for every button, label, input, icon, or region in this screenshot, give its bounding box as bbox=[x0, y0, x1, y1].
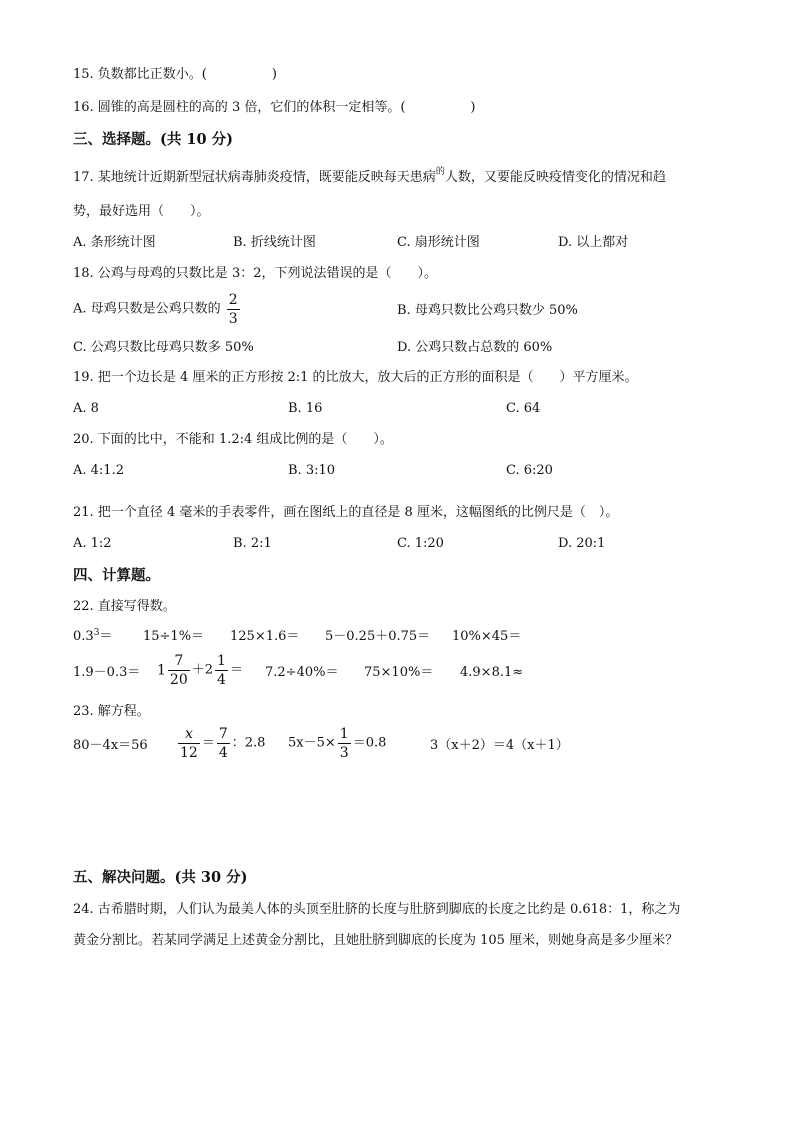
fraction-numerator: 1 bbox=[217, 653, 226, 669]
question-17-option-b: B. 折线统计图 bbox=[233, 235, 316, 250]
calc-7-2-div-40pct: 7.2÷40%＝ bbox=[265, 665, 339, 680]
question-19: 19. 把一个边长是 4 厘米的正方形按 2:1 的比放大，放大后的正方形的面积是（ ）平方厘米。 bbox=[73, 370, 638, 385]
equation-3 bbox=[288, 726, 386, 761]
calc-mixed-fractions bbox=[157, 653, 243, 688]
fraction-x-12 bbox=[178, 726, 200, 761]
fraction-denominator: 12 bbox=[180, 745, 198, 761]
question-15: 15. 负数都比正数小。( ) bbox=[73, 67, 277, 82]
question-17-text-a: 17. 某地统计近期新型冠状病毒肺炎疫情，既要能反映每天患病 bbox=[73, 170, 436, 185]
question-24-line-2: 黄金分割比。若某同学满足上述黄金分割比，且她肚脐到脚底的长度为 105 厘米，则她身高是多少厘米？ bbox=[73, 933, 679, 948]
question-23: 23. 解方程。 bbox=[73, 704, 150, 719]
fraction-7-20 bbox=[168, 653, 190, 688]
question-21-option-c: C. 1:20 bbox=[397, 536, 444, 551]
calc-10pct-times-45: 10%×45＝ bbox=[452, 629, 522, 644]
question-16: 16. 圆锥的高是圆柱的高的 3 倍，它们的体积一定相等。( ) bbox=[73, 100, 476, 115]
calc-125-times-1-6: 125×1.6＝ bbox=[230, 629, 300, 644]
calc-exponent: 3 bbox=[93, 628, 100, 638]
question-21-option-a: A. 1:2 bbox=[73, 536, 112, 551]
equation-2 bbox=[176, 726, 265, 761]
fraction-denominator: 3 bbox=[339, 745, 349, 761]
equals-sign: ＝ bbox=[201, 735, 215, 751]
ratio-rest: ：2.8 bbox=[231, 735, 266, 751]
question-20: 20. 下面的比中，不能和 1.2:4 组成比例的是（ ）。 bbox=[73, 432, 393, 447]
fraction-numerator: 1 bbox=[339, 726, 349, 742]
question-20-option-c: C. 6:20 bbox=[506, 463, 553, 478]
fraction-1-3 bbox=[338, 726, 351, 761]
question-17-option-c: C. 扇形统计图 bbox=[397, 235, 480, 250]
calc-base: 0.3 bbox=[73, 629, 94, 644]
question-19-option-b: B. 16 bbox=[288, 401, 323, 416]
calc-5-minus-plus: 5－0.25＋0.75＝ bbox=[325, 629, 431, 644]
fraction-1-4 bbox=[215, 653, 228, 688]
equation-1: 80－4x＝56 bbox=[73, 738, 148, 753]
question-18-option-c: C. 公鸡只数比母鸡只数多 50% bbox=[73, 340, 254, 355]
fraction-numerator: 2 bbox=[228, 292, 238, 308]
question-18: 18. 公鸡与母鸡的只数比是 3：2，下列说法错误的是（ ）。 bbox=[73, 266, 437, 281]
fraction-7-4 bbox=[217, 726, 230, 761]
fraction-two-thirds bbox=[227, 292, 240, 327]
fraction-denominator: 4 bbox=[217, 672, 226, 688]
question-22: 22. 直接写得数。 bbox=[73, 599, 176, 614]
section-5-heading: 五、解决问题。(共 30 分) bbox=[73, 869, 248, 886]
question-18-option-a-text: A. 母鸡只数是公鸡只数的 bbox=[73, 301, 221, 317]
question-17-superscript: 的 bbox=[435, 167, 445, 177]
fraction-denominator: 4 bbox=[218, 745, 228, 761]
question-18-option-d: D. 公鸡只数占总数的 60% bbox=[397, 340, 553, 355]
equation-3-left: 5x－5× bbox=[288, 735, 336, 751]
fraction-numerator: 7 bbox=[174, 653, 184, 669]
calc-1-9-minus-0-3: 1.9－0.3＝ bbox=[73, 665, 141, 680]
section-3-heading: 三、选择题。(共 10 分) bbox=[73, 131, 233, 148]
fraction-denominator: 20 bbox=[169, 672, 188, 688]
equation-4: 3（x＋2）＝4（x＋1） bbox=[430, 738, 569, 753]
section-4-heading: 四、计算题。 bbox=[73, 567, 160, 584]
question-21-option-b: B. 2:1 bbox=[233, 536, 272, 551]
calc-equals: ＝ bbox=[229, 662, 243, 678]
question-21-option-d: D. 20:1 bbox=[558, 536, 606, 551]
question-17-option-d: D. 以上都对 bbox=[558, 235, 629, 250]
question-17-line-2: 势，最好选用（ ）。 bbox=[73, 204, 210, 219]
calc-4-9-times-8-1: 4.9×8.1≈ bbox=[460, 665, 524, 680]
question-17-line-1 bbox=[73, 169, 666, 188]
question-21: 21. 把一个直径 4 毫米的手表零件，画在图纸上的直径是 8 厘米，这幅图纸的比例尺是（ ）。 bbox=[73, 505, 619, 520]
question-19-option-c: C. 64 bbox=[506, 401, 541, 416]
calc-equals: ＝ bbox=[99, 629, 113, 644]
question-19-option-a: A. 8 bbox=[73, 401, 99, 416]
plus-two: ＋2 bbox=[191, 662, 214, 678]
question-17-option-a: A. 条形统计图 bbox=[73, 235, 156, 250]
question-18-option-a bbox=[73, 292, 242, 327]
question-20-option-a: A. 4:1.2 bbox=[73, 463, 124, 478]
fraction-denominator: 3 bbox=[228, 311, 238, 327]
fraction-numerator: x bbox=[184, 726, 193, 742]
calc-15-div-1pct: 15÷1%＝ bbox=[143, 629, 205, 644]
question-18-option-b: B. 母鸡只数比公鸡只数少 50% bbox=[397, 303, 578, 318]
question-24-line-1: 24. 古希腊时期，人们认为最美人体的头顶至肚脐的长度与肚脐到脚底的长度之比约是 0.618：1，称之为 bbox=[73, 902, 681, 917]
question-20-option-b: B. 3:10 bbox=[288, 463, 336, 478]
question-17-text-b: 人数，又要能反映疫情变化的情况和趋 bbox=[444, 170, 666, 185]
mixed-whole: 1 bbox=[157, 662, 166, 679]
equation-3-right: ＝0.8 bbox=[352, 735, 387, 751]
fraction-numerator: 7 bbox=[218, 726, 228, 742]
calc-0-3-cubed bbox=[73, 628, 112, 647]
calc-75-times-10pct: 75×10%＝ bbox=[364, 665, 434, 680]
